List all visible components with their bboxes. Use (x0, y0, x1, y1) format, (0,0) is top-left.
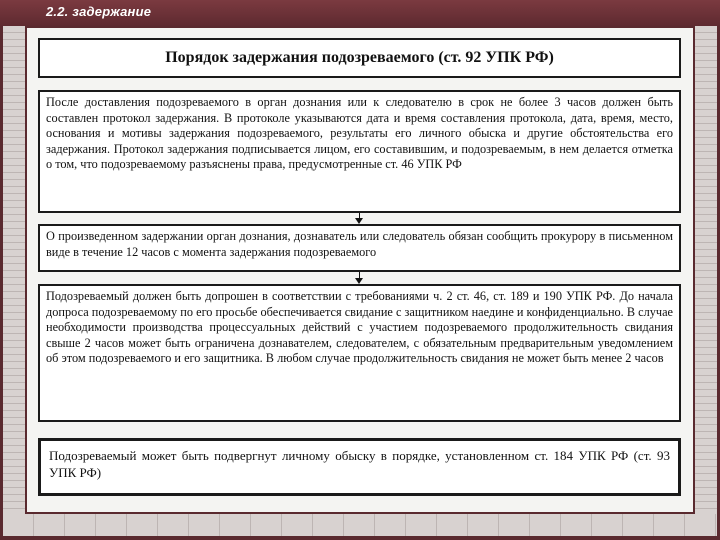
diagram-header (38, 38, 681, 78)
diagram-header-text: Порядок задержания подозреваемого (ст. 92 УПК РФ) (165, 49, 554, 67)
step-box-notify-prosecutor (38, 224, 681, 272)
slide-title-bar (0, 0, 720, 26)
step-box-protocol (38, 90, 681, 213)
step-box-interrogation (38, 284, 681, 422)
frame-border-bottom (3, 514, 717, 536)
step-box-protocol-text: После доставления подозреваемого в орган дознания или к следователю в срок не более 3 часов должен быть составлен протокол задержания. В протоколе указываются дата и время составления протокола, дата, время, место, основания и мотивы задержания подозреваемого, результаты его личного обыска и другие обстоятельства его задержания. Протокол задержания подписывается лицом, его составившим, и подозреваемым, в нем делается отметка о том, что подозреваемому разъяснены права, предусмотренные ст. 46 УПК РФ (46, 95, 673, 171)
step-box-interrogation-text: Подозреваемый должен быть допрошен в соответствии с требованиями ч. 2 ст. 46, ст. 189 и 190 УПК РФ. До начала допроса подозреваемому по его просьбе обеспечивается свидание с защитником наедине и конфиденциально. В случае необходимости производства процессуальных действий с участием подозреваемого продолжительность свидания свыше 2 часов может быть ограничена дознавателем, следователем, с обязательным предварительным уведомлением об этом подозреваемого и его защитника. В любом случае продолжительность свидания не может быть менее 2 часов (46, 289, 673, 365)
step-box-personal-search-text: Подозреваемый может быть подвергнут личному обыску в порядке, установленном ст. 184 УПК РФ (ст. 93 УПК РФ) (49, 448, 670, 480)
frame-border-right (695, 26, 717, 516)
step-box-notify-prosecutor-text: О произведенном задержании орган дознания, дознаватель или следователь обязан сообщить прокурору в письменном виде в течение 12 часов с момента задержания подозреваемого (46, 229, 673, 259)
frame-border-left (3, 26, 25, 516)
step-box-personal-search (38, 438, 681, 496)
slide-title: 2.2. задержание (46, 4, 152, 19)
